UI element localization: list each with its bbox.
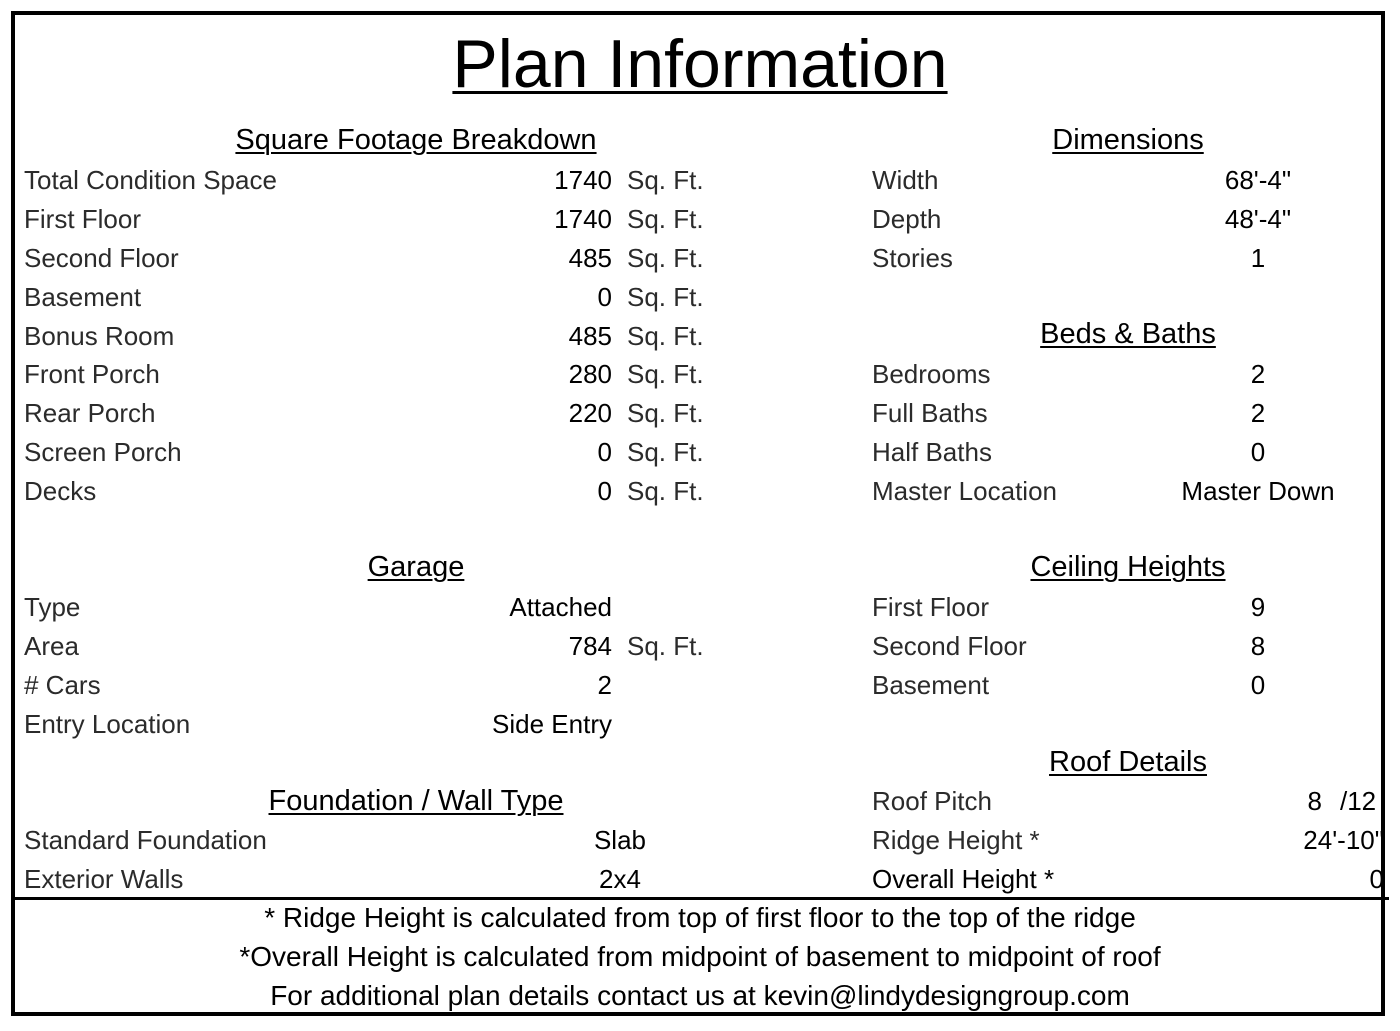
foundation-label: Standard Foundation [24,825,267,855]
beds-baths-value: Master Down [1181,476,1335,506]
ceiling-label: First Floor [872,592,989,622]
sqft-unit: Sq. Ft. [627,165,704,195]
sqft-label: Second Floor [24,243,179,273]
ceiling-value: 9 [1250,592,1266,622]
sqft-unit: Sq. Ft. [627,398,704,428]
sqft-unit: Sq. Ft. [627,359,704,389]
sqft-unit: Sq. Ft. [627,282,704,312]
roof-label: Overall Height * [872,864,1055,894]
sqft-value: 0 [597,282,612,312]
sqft-value: 280 [568,359,612,389]
contact-note: For additional plan details contact us at kevin@lindydesigngroup.com [270,980,1130,1011]
sqft-unit: Sq. Ft. [627,243,704,273]
garage-label: # Cars [24,670,101,700]
foundation-label: Exterior Walls [24,864,184,894]
sqft-value: 485 [568,243,612,273]
garage-value: Attached [509,592,612,622]
foundation-value: 2x4 [599,864,641,894]
ceiling-label: Basement [872,670,990,700]
ceiling-heights-heading: Ceiling Heights [1030,551,1226,583]
garage-label: Type [24,592,81,622]
dimension-label: Width [872,165,939,195]
dimension-label: Stories [872,243,953,273]
roof-pitch-value: 8 [1307,786,1322,816]
roof-details-heading: Roof Details [1049,746,1207,778]
dimensions-heading: Dimensions [1052,124,1204,156]
beds-baths-label: Bedrooms [872,359,991,389]
sqft-label: Decks [24,476,97,506]
notes-divider [11,897,1389,900]
beds-baths-heading: Beds & Baths [1040,318,1216,350]
table-frame [11,11,1385,1016]
ceiling-value: 8 [1250,631,1266,661]
sqft-value: 0 [597,476,612,506]
ceiling-value: 0 [1250,670,1266,700]
sqft-unit: Sq. Ft. [627,437,704,467]
garage-value: 784 [568,631,612,661]
garage-heading: Garage [367,551,465,583]
sqft-label: Rear Porch [24,398,156,428]
sqft-label: First Floor [24,204,141,234]
sqft-unit: Sq. Ft. [627,204,704,234]
sqft-label: Screen Porch [24,437,182,467]
foundation-heading: Foundation / Wall Type [268,785,564,817]
dimension-value: 68'-4" [1224,165,1292,195]
garage-value: Side Entry [492,709,612,739]
page-title: Plan Information [452,26,948,102]
sqft-unit: Sq. Ft. [627,476,704,506]
roof-pitch-suffix: /12 [1340,786,1377,816]
sqft-value: 1740 [554,204,612,234]
square-footage-heading: Square Footage Breakdown [235,124,597,156]
sqft-label: Total Condition Space [24,165,277,195]
garage-unit: Sq. Ft. [627,631,704,661]
footnote-ridge-height: * Ridge Height is calculated from top of first floor to the top of the ridge [264,902,1136,933]
sqft-value: 1740 [554,165,612,195]
sqft-unit: Sq. Ft. [627,321,704,351]
foundation-value: Slab [593,825,647,855]
footnote-overall-height: *Overall Height is calculated from midpoint of basement to midpoint of roof [239,941,1161,972]
beds-baths-value: 0 [1250,437,1266,467]
dimension-value: 48'-4" [1224,204,1292,234]
beds-baths-label: Half Baths [872,437,992,467]
beds-baths-label: Master Location [872,476,1057,506]
sqft-label: Bonus Room [24,321,175,351]
sqft-value: 0 [597,437,612,467]
sqft-value: 220 [568,398,612,428]
garage-value: 2 [597,670,612,700]
beds-baths-label: Full Baths [872,398,988,428]
garage-label: Entry Location [24,709,191,739]
roof-value: 24'-10" [1303,825,1384,855]
dimension-value: 1 [1250,243,1266,273]
sqft-label: Basement [24,282,142,312]
ceiling-label: Second Floor [872,631,1027,661]
garage-label: Area [24,631,79,661]
roof-value: 0 [1369,864,1384,894]
sqft-value: 485 [568,321,612,351]
dimension-label: Depth [872,204,942,234]
roof-label: Ridge Height * [872,825,1040,855]
beds-baths-value: 2 [1250,359,1266,389]
beds-baths-value: 2 [1250,398,1266,428]
sqft-label: Front Porch [24,359,160,389]
roof-label: Roof Pitch [872,786,992,816]
